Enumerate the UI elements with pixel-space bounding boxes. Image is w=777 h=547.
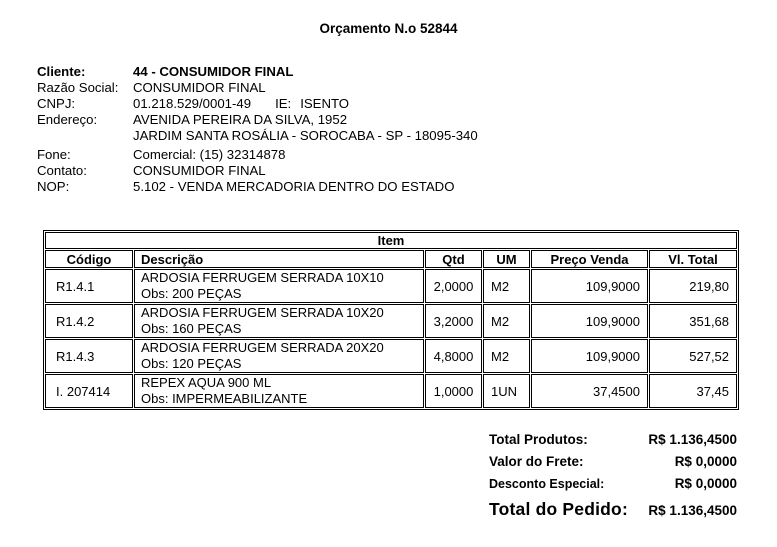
total-pedido-label: Total do Pedido:	[489, 499, 628, 519]
item-descricao-name: ARDOSIA FERRUGEM SERRADA 20X20	[141, 340, 384, 355]
col-header-descricao: Descrição	[134, 250, 424, 268]
razao-social-value: CONSUMIDOR FINAL	[133, 80, 266, 95]
ie-value: ISENTO	[300, 96, 350, 111]
item-vl-total: 37,45	[649, 374, 737, 408]
item-descricao-obs: Obs: IMPERMEABILIZANTE	[141, 391, 308, 406]
item-um: M2	[483, 304, 530, 338]
nop-value: 5.102 - VENDA MERCADORIA DENTRO DO ESTADO	[133, 179, 455, 194]
items-table	[43, 230, 739, 410]
ie-label: IE:	[275, 96, 292, 111]
razao-social-label: Razão Social:	[37, 80, 119, 95]
col-header-vl-total: Vl. Total	[649, 250, 737, 268]
item-preco-venda: 37,4500	[531, 374, 648, 408]
item-codigo: I. 207414	[45, 374, 133, 408]
endereco-label: Endereço:	[37, 112, 98, 127]
item-codigo: R1.4.2	[45, 304, 133, 338]
item-preco-venda: 109,9000	[531, 339, 648, 373]
total-produtos-label: Total Produtos:	[489, 432, 588, 447]
cliente-label: Cliente:	[37, 64, 86, 79]
client-row-cliente	[37, 64, 478, 80]
item-um: 1UN	[483, 374, 530, 408]
item-descricao-name: REPEX AQUA 900 ML	[141, 375, 272, 390]
item-qtd: 4,8000	[425, 339, 482, 373]
contato-value: CONSUMIDOR FINAL	[133, 163, 266, 178]
endereco-label-spacer	[37, 128, 133, 144]
cliente-value: 44 - CONSUMIDOR FINAL	[133, 64, 294, 79]
col-header-um: UM	[483, 250, 530, 268]
item-descricao-name: ARDOSIA FERRUGEM SERRADA 10X20	[141, 305, 384, 320]
item-qtd: 3,2000	[425, 304, 482, 338]
items-group-header: Item	[45, 232, 737, 249]
page-title: Orçamento N.o 52844	[319, 21, 458, 36]
table-row	[45, 339, 737, 373]
table-row	[45, 269, 737, 303]
fone-label: Fone:	[37, 147, 71, 162]
cnpj-value: 01.218.529/0001-49	[133, 96, 252, 111]
contato-label: Contato:	[37, 163, 87, 178]
desconto-especial-row	[489, 476, 737, 498]
endereco-value-line2: JARDIM SANTA ROSÁLIA - SOROCABA - SP - 18095-340	[133, 128, 478, 143]
item-descricao-obs: Obs: 120 PEÇAS	[141, 356, 242, 371]
client-row-endereco	[37, 112, 478, 128]
item-descricao	[134, 374, 424, 408]
endereco-value-line1: AVENIDA PEREIRA DA SILVA, 1952	[133, 112, 348, 127]
table-row	[45, 374, 737, 408]
totals-section	[489, 432, 737, 525]
col-header-codigo: Código	[45, 250, 133, 268]
item-descricao	[134, 339, 424, 373]
items-column-header-row	[45, 250, 737, 268]
item-descricao	[134, 269, 424, 303]
item-codigo: R1.4.1	[45, 269, 133, 303]
valor-frete-row	[489, 454, 737, 476]
client-row-contato	[37, 163, 478, 179]
client-row-razao-social	[37, 80, 478, 96]
client-info	[37, 64, 478, 195]
item-preco-venda: 109,9000	[531, 269, 648, 303]
item-descricao-obs: Obs: 160 PEÇAS	[141, 321, 242, 336]
item-qtd: 1,0000	[425, 374, 482, 408]
item-um: M2	[483, 339, 530, 373]
total-pedido-row	[489, 499, 737, 525]
client-row-cnpj	[37, 96, 478, 112]
fone-value: Comercial: (15) 32314878	[133, 147, 286, 162]
item-vl-total: 527,52	[649, 339, 737, 373]
total-produtos-row	[489, 432, 737, 454]
valor-frete-label: Valor do Frete:	[489, 454, 584, 469]
item-codigo: R1.4.3	[45, 339, 133, 373]
desconto-especial-label: Desconto Especial:	[489, 477, 605, 491]
item-preco-venda: 109,9000	[531, 304, 648, 338]
item-descricao-name: ARDOSIA FERRUGEM SERRADA 10X10	[141, 270, 384, 285]
table-row	[45, 304, 737, 338]
total-pedido-value: R$ 1.136,4500	[648, 503, 737, 518]
client-row-fone	[37, 147, 478, 163]
col-header-qtd: Qtd	[425, 250, 482, 268]
item-um: M2	[483, 269, 530, 303]
client-row-nop	[37, 179, 478, 195]
col-header-preco-venda: Preço Venda	[531, 250, 648, 268]
nop-label: NOP:	[37, 179, 70, 194]
item-vl-total: 351,68	[649, 304, 737, 338]
item-vl-total: 219,80	[649, 269, 737, 303]
desconto-especial-value: R$ 0,0000	[674, 476, 737, 491]
items-group-header-row	[45, 232, 737, 249]
item-descricao	[134, 304, 424, 338]
item-descricao-obs: Obs: 200 PEÇAS	[141, 286, 242, 301]
total-produtos-value: R$ 1.136,4500	[648, 432, 737, 447]
cnpj-label: CNPJ:	[37, 96, 76, 111]
item-qtd: 2,0000	[425, 269, 482, 303]
client-row-endereco-2	[37, 128, 478, 144]
valor-frete-value: R$ 0,0000	[674, 454, 737, 469]
